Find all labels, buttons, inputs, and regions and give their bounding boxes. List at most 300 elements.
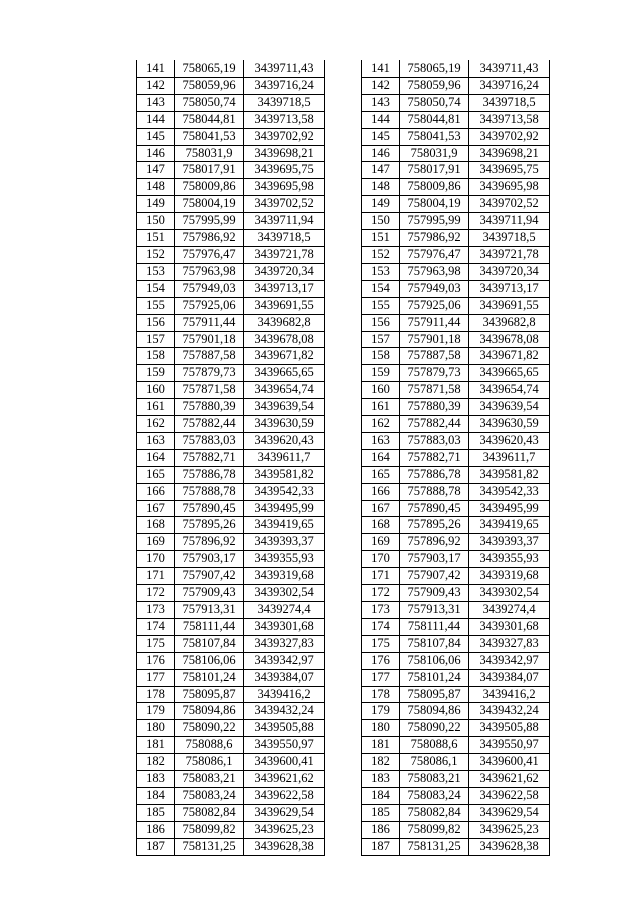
table-row (137, 297, 325, 314)
y-coordinate-cell: 3439654,74 (469, 382, 550, 399)
table-row (137, 263, 325, 280)
x-coordinate-cell: 758083,21 (175, 771, 244, 788)
x-coordinate-cell: 758131,25 (175, 838, 244, 855)
y-coordinate-cell: 3439639,54 (244, 399, 325, 416)
y-coordinate-cell: 3439301,68 (469, 618, 550, 635)
y-coordinate-cell: 3439691,55 (244, 297, 325, 314)
y-coordinate-cell: 3439505,88 (469, 720, 550, 737)
point-number-cell: 181 (362, 737, 400, 754)
table-row (137, 652, 325, 669)
point-number-cell: 166 (137, 483, 175, 500)
table-row (137, 686, 325, 703)
point-number-cell: 150 (137, 213, 175, 230)
point-number-cell: 157 (137, 331, 175, 348)
table-row (362, 483, 550, 500)
point-number-cell: 153 (137, 263, 175, 280)
point-number-cell: 173 (362, 602, 400, 619)
x-coordinate-cell: 758094,86 (400, 703, 469, 720)
table-row (362, 669, 550, 686)
y-coordinate-cell: 3439327,83 (244, 635, 325, 652)
x-coordinate-cell: 757995,99 (400, 213, 469, 230)
y-coordinate-cell: 3439691,55 (469, 297, 550, 314)
table-row (362, 720, 550, 737)
x-coordinate-cell: 757963,98 (175, 263, 244, 280)
table-row (362, 128, 550, 145)
y-coordinate-cell: 3439639,54 (469, 399, 550, 416)
x-coordinate-cell: 758086,1 (400, 754, 469, 771)
y-coordinate-cell: 3439702,92 (244, 128, 325, 145)
y-coordinate-cell: 3439702,52 (244, 196, 325, 213)
point-number-cell: 160 (362, 382, 400, 399)
table-row (137, 348, 325, 365)
x-coordinate-cell: 758106,06 (175, 652, 244, 669)
y-coordinate-cell: 3439721,78 (469, 246, 550, 263)
y-coordinate-cell: 3439622,58 (469, 787, 550, 804)
x-coordinate-cell: 757907,42 (400, 568, 469, 585)
x-coordinate-cell: 757882,44 (175, 416, 244, 433)
table-row (362, 585, 550, 602)
coordinates-table-left (136, 60, 325, 856)
y-coordinate-cell: 3439718,5 (244, 94, 325, 111)
point-number-cell: 186 (362, 821, 400, 838)
table-row (362, 534, 550, 551)
coordinates-table-right (361, 60, 550, 856)
point-number-cell: 158 (362, 348, 400, 365)
point-number-cell: 147 (362, 162, 400, 179)
point-number-cell: 162 (362, 416, 400, 433)
y-coordinate-cell: 3439678,08 (244, 331, 325, 348)
table-row (137, 517, 325, 534)
y-coordinate-cell: 3439621,62 (469, 771, 550, 788)
point-number-cell: 150 (362, 213, 400, 230)
y-coordinate-cell: 3439274,4 (244, 602, 325, 619)
y-coordinate-cell: 3439695,75 (244, 162, 325, 179)
x-coordinate-cell: 758065,19 (175, 61, 244, 78)
point-number-cell: 161 (137, 399, 175, 416)
y-coordinate-cell: 3439713,58 (244, 111, 325, 128)
y-coordinate-cell: 3439711,43 (244, 61, 325, 78)
y-coordinate-cell: 3439718,5 (469, 94, 550, 111)
y-coordinate-cell: 3439630,59 (469, 416, 550, 433)
table-row (137, 838, 325, 855)
x-coordinate-cell: 757963,98 (400, 263, 469, 280)
y-coordinate-cell: 3439384,07 (469, 669, 550, 686)
point-number-cell: 167 (137, 500, 175, 517)
table-row (137, 737, 325, 754)
y-coordinate-cell: 3439721,78 (244, 246, 325, 263)
table-row (137, 145, 325, 162)
table-row (137, 483, 325, 500)
y-coordinate-cell: 3439301,68 (244, 618, 325, 635)
x-coordinate-cell: 758101,24 (175, 669, 244, 686)
x-coordinate-cell: 758050,74 (400, 94, 469, 111)
table-row (137, 77, 325, 94)
x-coordinate-cell: 758031,9 (175, 145, 244, 162)
x-coordinate-cell: 757883,03 (400, 432, 469, 449)
x-coordinate-cell: 758082,84 (400, 804, 469, 821)
x-coordinate-cell: 757871,58 (400, 382, 469, 399)
point-number-cell: 149 (137, 196, 175, 213)
table-row (362, 111, 550, 128)
y-coordinate-cell: 3439274,4 (469, 602, 550, 619)
table-row (362, 94, 550, 111)
point-number-cell: 145 (137, 128, 175, 145)
y-coordinate-cell: 3439671,82 (469, 348, 550, 365)
point-number-cell: 160 (137, 382, 175, 399)
table-row (137, 213, 325, 230)
x-coordinate-cell: 758099,82 (175, 821, 244, 838)
y-coordinate-cell: 3439393,37 (244, 534, 325, 551)
y-coordinate-cell: 3439495,99 (469, 500, 550, 517)
point-number-cell: 180 (362, 720, 400, 737)
x-coordinate-cell: 757871,58 (175, 382, 244, 399)
point-number-cell: 173 (137, 602, 175, 619)
point-number-cell: 170 (362, 551, 400, 568)
y-coordinate-cell: 3439432,24 (469, 703, 550, 720)
x-coordinate-cell: 758044,81 (175, 111, 244, 128)
point-number-cell: 151 (362, 230, 400, 247)
point-number-cell: 141 (362, 61, 400, 78)
y-coordinate-cell: 3439550,97 (244, 737, 325, 754)
x-coordinate-cell: 757879,73 (175, 365, 244, 382)
table-row (137, 534, 325, 551)
x-coordinate-cell: 757913,31 (400, 602, 469, 619)
table-row (362, 196, 550, 213)
table-row (137, 179, 325, 196)
point-number-cell: 153 (362, 263, 400, 280)
point-number-cell: 144 (362, 111, 400, 128)
x-coordinate-cell: 758031,9 (400, 145, 469, 162)
y-coordinate-cell: 3439581,82 (469, 466, 550, 483)
x-coordinate-cell: 758099,82 (400, 821, 469, 838)
x-coordinate-cell: 757886,78 (175, 466, 244, 483)
point-number-cell: 154 (137, 280, 175, 297)
y-coordinate-cell: 3439720,34 (244, 263, 325, 280)
y-coordinate-cell: 3439698,21 (244, 145, 325, 162)
table-row (137, 196, 325, 213)
table-row (137, 365, 325, 382)
x-coordinate-cell: 757949,03 (175, 280, 244, 297)
y-coordinate-cell: 3439718,5 (469, 230, 550, 247)
table-row (362, 551, 550, 568)
table-row (362, 838, 550, 855)
table-row (362, 771, 550, 788)
x-coordinate-cell: 758041,53 (400, 128, 469, 145)
x-coordinate-cell: 758095,87 (400, 686, 469, 703)
x-coordinate-cell: 758090,22 (175, 720, 244, 737)
table-row (362, 787, 550, 804)
table-row (362, 213, 550, 230)
x-coordinate-cell: 757911,44 (175, 314, 244, 331)
x-coordinate-cell: 757888,78 (400, 483, 469, 500)
y-coordinate-cell: 3439702,52 (469, 196, 550, 213)
point-number-cell: 145 (362, 128, 400, 145)
point-number-cell: 165 (362, 466, 400, 483)
y-coordinate-cell: 3439695,98 (469, 179, 550, 196)
point-number-cell: 142 (362, 77, 400, 94)
y-coordinate-cell: 3439628,38 (244, 838, 325, 855)
x-coordinate-cell: 758111,44 (175, 618, 244, 635)
y-coordinate-cell: 3439600,41 (469, 754, 550, 771)
table-row (362, 686, 550, 703)
table-row (137, 416, 325, 433)
y-coordinate-cell: 3439629,54 (469, 804, 550, 821)
x-coordinate-cell: 757909,43 (175, 585, 244, 602)
table-row (362, 500, 550, 517)
point-number-cell: 174 (362, 618, 400, 635)
point-number-cell: 164 (362, 449, 400, 466)
x-coordinate-cell: 758101,24 (400, 669, 469, 686)
table-row (137, 821, 325, 838)
table-row (362, 416, 550, 433)
point-number-cell: 143 (362, 94, 400, 111)
y-coordinate-cell: 3439302,54 (469, 585, 550, 602)
y-coordinate-cell: 3439319,68 (469, 568, 550, 585)
point-number-cell: 180 (137, 720, 175, 737)
table-row (362, 77, 550, 94)
x-coordinate-cell: 757895,26 (175, 517, 244, 534)
point-number-cell: 175 (362, 635, 400, 652)
point-number-cell: 156 (137, 314, 175, 331)
table-row (362, 297, 550, 314)
point-number-cell: 171 (362, 568, 400, 585)
table-row (137, 635, 325, 652)
point-number-cell: 182 (362, 754, 400, 771)
y-coordinate-cell: 3439302,54 (244, 585, 325, 602)
x-coordinate-cell: 757909,43 (400, 585, 469, 602)
x-coordinate-cell: 758083,24 (400, 787, 469, 804)
y-coordinate-cell: 3439620,43 (469, 432, 550, 449)
y-coordinate-cell: 3439542,33 (469, 483, 550, 500)
y-coordinate-cell: 3439671,82 (244, 348, 325, 365)
y-coordinate-cell: 3439600,41 (244, 754, 325, 771)
y-coordinate-cell: 3439682,8 (244, 314, 325, 331)
y-coordinate-cell: 3439355,93 (244, 551, 325, 568)
x-coordinate-cell: 757949,03 (400, 280, 469, 297)
point-number-cell: 174 (137, 618, 175, 635)
x-coordinate-cell: 757907,42 (175, 568, 244, 585)
y-coordinate-cell: 3439678,08 (469, 331, 550, 348)
x-coordinate-cell: 757895,26 (400, 517, 469, 534)
point-number-cell: 179 (137, 703, 175, 720)
table-row (137, 399, 325, 416)
table-row (362, 399, 550, 416)
point-number-cell: 161 (362, 399, 400, 416)
x-coordinate-cell: 757911,44 (400, 314, 469, 331)
x-coordinate-cell: 757882,71 (175, 449, 244, 466)
y-coordinate-cell: 3439629,54 (244, 804, 325, 821)
table-row (362, 365, 550, 382)
y-coordinate-cell: 3439620,43 (244, 432, 325, 449)
x-coordinate-cell: 757995,99 (175, 213, 244, 230)
x-coordinate-cell: 758059,96 (400, 77, 469, 94)
x-coordinate-cell: 758086,1 (175, 754, 244, 771)
point-number-cell: 148 (137, 179, 175, 196)
table-row (137, 432, 325, 449)
table-row (137, 500, 325, 517)
table-row (362, 246, 550, 263)
y-coordinate-cell: 3439611,7 (469, 449, 550, 466)
y-coordinate-cell: 3439621,62 (244, 771, 325, 788)
x-coordinate-cell: 758106,06 (400, 652, 469, 669)
x-coordinate-cell: 758009,86 (175, 179, 244, 196)
table-row (362, 162, 550, 179)
table-row (137, 111, 325, 128)
table-row (362, 652, 550, 669)
point-number-cell: 168 (362, 517, 400, 534)
table-row (362, 737, 550, 754)
x-coordinate-cell: 758094,86 (175, 703, 244, 720)
y-coordinate-cell: 3439718,5 (244, 230, 325, 247)
table-row (137, 585, 325, 602)
y-coordinate-cell: 3439355,93 (469, 551, 550, 568)
table-row (137, 61, 325, 78)
y-coordinate-cell: 3439611,7 (244, 449, 325, 466)
point-number-cell: 185 (362, 804, 400, 821)
x-coordinate-cell: 758009,86 (400, 179, 469, 196)
table-row (137, 331, 325, 348)
point-number-cell: 175 (137, 635, 175, 652)
point-number-cell: 172 (362, 585, 400, 602)
point-number-cell: 154 (362, 280, 400, 297)
point-number-cell: 159 (362, 365, 400, 382)
table-row (362, 382, 550, 399)
point-number-cell: 186 (137, 821, 175, 838)
y-coordinate-cell: 3439416,2 (469, 686, 550, 703)
table-row (362, 432, 550, 449)
point-number-cell: 159 (137, 365, 175, 382)
table-row (362, 145, 550, 162)
point-number-cell: 178 (137, 686, 175, 703)
y-coordinate-cell: 3439625,23 (244, 821, 325, 838)
point-number-cell: 152 (137, 246, 175, 263)
x-coordinate-cell: 757903,17 (400, 551, 469, 568)
y-coordinate-cell: 3439713,17 (244, 280, 325, 297)
table-row (137, 246, 325, 263)
x-coordinate-cell: 757879,73 (400, 365, 469, 382)
x-coordinate-cell: 758017,91 (400, 162, 469, 179)
point-number-cell: 151 (137, 230, 175, 247)
y-coordinate-cell: 3439628,38 (469, 838, 550, 855)
x-coordinate-cell: 757986,92 (400, 230, 469, 247)
table-row (137, 466, 325, 483)
y-coordinate-cell: 3439711,94 (469, 213, 550, 230)
table-row (137, 314, 325, 331)
y-coordinate-cell: 3439695,98 (244, 179, 325, 196)
point-number-cell: 168 (137, 517, 175, 534)
x-coordinate-cell: 758083,24 (175, 787, 244, 804)
y-coordinate-cell: 3439342,97 (244, 652, 325, 669)
table-row (137, 280, 325, 297)
y-coordinate-cell: 3439713,17 (469, 280, 550, 297)
point-number-cell: 162 (137, 416, 175, 433)
table-row (137, 128, 325, 145)
table-row (137, 551, 325, 568)
point-number-cell: 187 (362, 838, 400, 855)
point-number-cell: 172 (137, 585, 175, 602)
y-coordinate-cell: 3439419,65 (244, 517, 325, 534)
point-number-cell: 141 (137, 61, 175, 78)
x-coordinate-cell: 757887,58 (175, 348, 244, 365)
table-row (137, 669, 325, 686)
x-coordinate-cell: 758095,87 (175, 686, 244, 703)
point-number-cell: 181 (137, 737, 175, 754)
y-coordinate-cell: 3439419,65 (469, 517, 550, 534)
x-coordinate-cell: 758088,6 (175, 737, 244, 754)
point-number-cell: 171 (137, 568, 175, 585)
table-row (362, 703, 550, 720)
y-coordinate-cell: 3439630,59 (244, 416, 325, 433)
x-coordinate-cell: 758131,25 (400, 838, 469, 855)
point-number-cell: 176 (362, 652, 400, 669)
table-row (137, 230, 325, 247)
table-row (137, 449, 325, 466)
point-number-cell: 143 (137, 94, 175, 111)
x-coordinate-cell: 757883,03 (175, 432, 244, 449)
x-coordinate-cell: 758044,81 (400, 111, 469, 128)
table-row (362, 449, 550, 466)
y-coordinate-cell: 3439711,43 (469, 61, 550, 78)
point-number-cell: 166 (362, 483, 400, 500)
table-row (362, 331, 550, 348)
table-row (137, 94, 325, 111)
y-coordinate-cell: 3439654,74 (244, 382, 325, 399)
y-coordinate-cell: 3439327,83 (469, 635, 550, 652)
y-coordinate-cell: 3439713,58 (469, 111, 550, 128)
x-coordinate-cell: 757886,78 (400, 466, 469, 483)
table-row (362, 635, 550, 652)
x-coordinate-cell: 757882,71 (400, 449, 469, 466)
table-row (362, 602, 550, 619)
table-row (362, 568, 550, 585)
point-number-cell: 163 (137, 432, 175, 449)
point-number-cell: 155 (137, 297, 175, 314)
table-row (362, 314, 550, 331)
y-coordinate-cell: 3439542,33 (244, 483, 325, 500)
y-coordinate-cell: 3439342,97 (469, 652, 550, 669)
x-coordinate-cell: 757976,47 (175, 246, 244, 263)
table-row (137, 382, 325, 399)
x-coordinate-cell: 757986,92 (175, 230, 244, 247)
point-number-cell: 176 (137, 652, 175, 669)
x-coordinate-cell: 757887,58 (400, 348, 469, 365)
table-row (137, 568, 325, 585)
table-row (137, 703, 325, 720)
point-number-cell: 167 (362, 500, 400, 517)
table-row (362, 821, 550, 838)
point-number-cell: 157 (362, 331, 400, 348)
x-coordinate-cell: 758059,96 (175, 77, 244, 94)
point-number-cell: 152 (362, 246, 400, 263)
table-row (137, 804, 325, 821)
y-coordinate-cell: 3439622,58 (244, 787, 325, 804)
y-coordinate-cell: 3439495,99 (244, 500, 325, 517)
point-number-cell: 187 (137, 838, 175, 855)
x-coordinate-cell: 758004,19 (400, 196, 469, 213)
x-coordinate-cell: 758082,84 (175, 804, 244, 821)
point-number-cell: 163 (362, 432, 400, 449)
point-number-cell: 148 (362, 179, 400, 196)
point-number-cell: 179 (362, 703, 400, 720)
table-row (137, 720, 325, 737)
point-number-cell: 155 (362, 297, 400, 314)
x-coordinate-cell: 757901,18 (175, 331, 244, 348)
x-coordinate-cell: 758107,84 (400, 635, 469, 652)
x-coordinate-cell: 758004,19 (175, 196, 244, 213)
table-row (362, 61, 550, 78)
x-coordinate-cell: 757890,45 (175, 500, 244, 517)
x-coordinate-cell: 758065,19 (400, 61, 469, 78)
